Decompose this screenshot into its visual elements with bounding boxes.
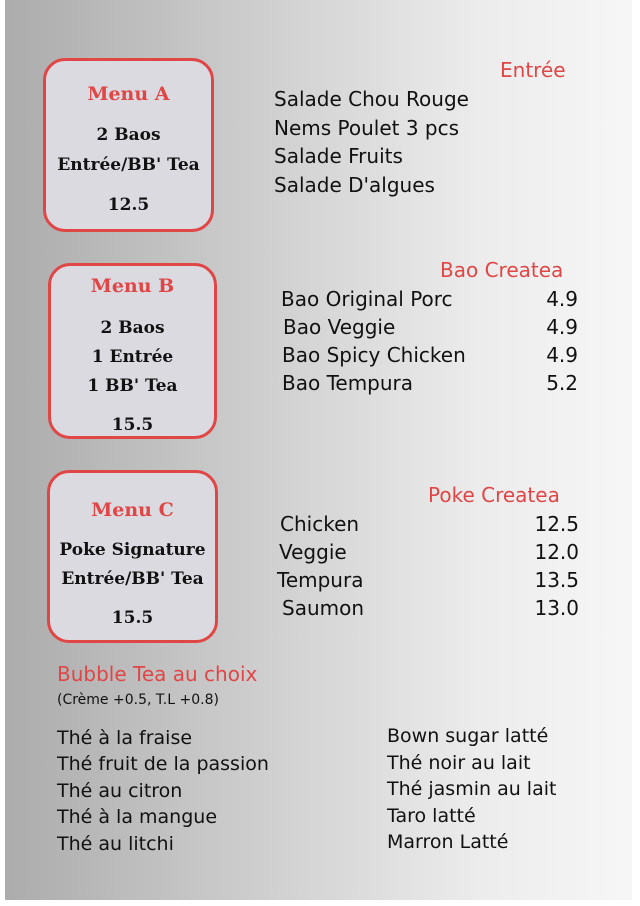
bottom-border — [0, 900, 640, 906]
menu-b-card — [48, 263, 217, 439]
poke-item-price: 13.0 — [534, 596, 579, 620]
poke-heading: Poke Createa — [428, 483, 560, 507]
menu-b-price: 15.5 — [111, 415, 154, 435]
poke-item-price: 12.0 — [534, 540, 579, 564]
bao-item-name: Bao Tempura — [282, 371, 414, 395]
entree-item: Salade Chou Rouge — [274, 87, 469, 111]
poke-item-name: Saumon — [282, 596, 365, 620]
menu-b-line-1: 2 Baos — [100, 318, 165, 338]
bubble-tea-heading: Bubble Tea au choix — [57, 662, 258, 686]
bao-item-price: 4.9 — [546, 315, 578, 339]
menu-a-line-2: Entrée/BB' Tea — [57, 155, 200, 175]
tea-item: Bown sugar latté — [387, 725, 549, 747]
left-border — [0, 0, 5, 906]
tea-item: Thé à la mangue — [57, 806, 218, 828]
menu-a-title: Menu A — [87, 83, 170, 105]
menu-c-title: Menu C — [91, 499, 174, 521]
tea-item: Thé au citron — [57, 780, 183, 802]
bao-item-name: Bao Veggie — [283, 315, 396, 339]
entree-heading: Entrée — [500, 58, 566, 82]
menu-c-card — [47, 470, 218, 643]
menu-a-price: 12.5 — [107, 195, 150, 215]
bao-item-name: Bao Original Porc — [281, 287, 453, 311]
menu-a-card — [43, 58, 214, 232]
tea-item: Thé noir au lait — [387, 752, 531, 774]
menu-b-line-3: 1 BB' Tea — [87, 376, 178, 396]
bao-item-price: 5.2 — [546, 371, 578, 395]
menu-c-price: 15.5 — [111, 608, 154, 628]
poke-item-name: Tempura — [277, 568, 364, 592]
menu-c-line-1: Poke Signature — [59, 540, 206, 560]
poke-item-name: Chicken — [280, 512, 360, 536]
bao-item-price: 4.9 — [546, 343, 578, 367]
poke-item-price: 13.5 — [534, 568, 579, 592]
menu-b-line-2: 1 Entrée — [91, 347, 174, 367]
tea-item: Taro latté — [387, 805, 476, 827]
tea-item: Thé jasmin au lait — [387, 778, 557, 800]
entree-item: Salade D'algues — [274, 173, 435, 197]
entree-item: Nems Poulet 3 pcs — [274, 116, 460, 140]
tea-item: Thé à la fraise — [57, 727, 193, 749]
tea-item: Thé fruit de la passion — [57, 753, 269, 775]
tea-item: Thé au litchi — [57, 833, 174, 855]
bao-item-name: Bao Spicy Chicken — [282, 343, 466, 367]
menu-c-line-2: Entrée/BB' Tea — [61, 569, 204, 589]
menu-b-title: Menu B — [90, 275, 175, 297]
right-border — [632, 0, 640, 906]
bao-heading: Bao Createa — [440, 258, 564, 282]
entree-item: Salade Fruits — [274, 144, 403, 168]
poke-item-name: Veggie — [279, 540, 347, 564]
menu-a-line-1: 2 Baos — [96, 125, 161, 145]
poke-item-price: 12.5 — [534, 512, 579, 536]
bao-item-price: 4.9 — [546, 287, 578, 311]
tea-item: Marron Latté — [387, 831, 509, 853]
bubble-tea-note: (Crème +0.5, T.L +0.8) — [57, 692, 219, 708]
